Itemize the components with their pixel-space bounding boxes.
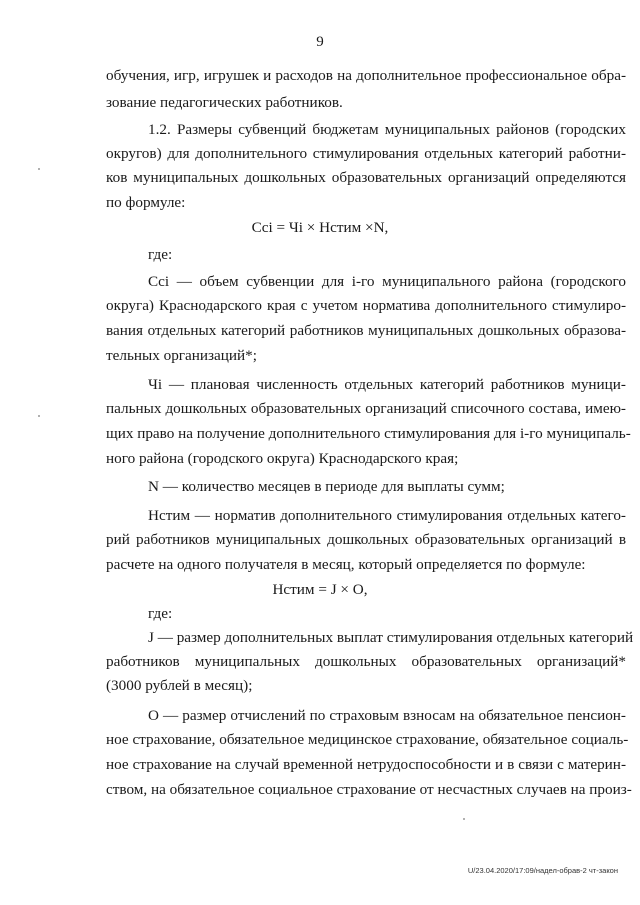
- text-line: ков муниципальных дошкольных образовательных организаций определяются: [106, 169, 626, 186]
- text-line: (3000 рублей в месяц);: [106, 677, 253, 694]
- text-line: рий работников муниципальных дошкольных образовательных организаций в: [106, 531, 626, 548]
- page-number: 9: [316, 34, 324, 50]
- definition-n: N — количество месяцев в периоде для выплаты сумм;: [148, 478, 505, 495]
- text-line: ное страхование, обязательное медицинское страхование, обязательное социаль-: [106, 731, 629, 748]
- text-line: вания отдельных категорий работников муниципальных дошкольных образова-: [106, 322, 626, 339]
- definition-nstim: Нстим — норматив дополнительного стимулирования отдельных катего-: [148, 507, 626, 524]
- text-line: ного района (городского округа) Краснодарского края;: [106, 450, 459, 467]
- text-line: тельных организаций*;: [106, 347, 257, 364]
- text-line: округов) для дополнительного стимулирования отдельных категорий работни-: [106, 145, 626, 162]
- text-line: по формуле:: [106, 194, 186, 211]
- text-line: зование педагогических работников.: [106, 94, 343, 111]
- text-line: щих право на получение дополнительного стимулирования для i-го муниципаль-: [106, 425, 631, 442]
- text-line: ством, на обязательное социальное страхование от несчастных случаев на произ-: [106, 781, 632, 798]
- formula: Cсi = Чi × Нстим ×N,: [251, 219, 389, 236]
- paragraph-start: 1.2. Размеры субвенций бюджетам муниципальных районов (городских: [148, 121, 626, 138]
- text-line: ное страхование на случай временной нетрудоспособности и в связи с материн-: [106, 756, 626, 773]
- text-line: расчете на одного получателя в месяц, который определяется по формуле:: [106, 556, 586, 573]
- text-line: пальных дошкольных образовательных организаций списочного состава, имею-: [106, 400, 626, 417]
- text-line: работников муниципальных дошкольных образовательных организаций*: [106, 653, 626, 670]
- definition-chi: Чi — плановая численность отдельных категорий работников муници-: [148, 376, 626, 393]
- scan-speck: [38, 415, 40, 417]
- scan-speck: [463, 818, 465, 820]
- footer-note: U/23.04.2020/17:09/надел-обрав-2 чт-закон: [467, 866, 618, 875]
- definition-o: O — размер отчислений по страховым взносам на обязательное пенсион-: [148, 707, 626, 724]
- formula: Нстим = J × O,: [272, 581, 368, 598]
- definition-j: J — размер дополнительных выплат стимулирования отдельных категорий: [148, 629, 634, 646]
- text-line: округа) Краснодарского края с учетом норматива дополнительного стимулиро-: [106, 297, 626, 314]
- where-label: где:: [148, 605, 173, 622]
- text-line: обучения, игр, игрушек и расходов на дополнительное профессиональное обра-: [106, 67, 626, 84]
- where-label: где:: [148, 246, 173, 263]
- scan-speck: [38, 168, 40, 170]
- definition-ssi: Cсi — объем субвенции для i-го муниципального района (городского: [148, 273, 626, 290]
